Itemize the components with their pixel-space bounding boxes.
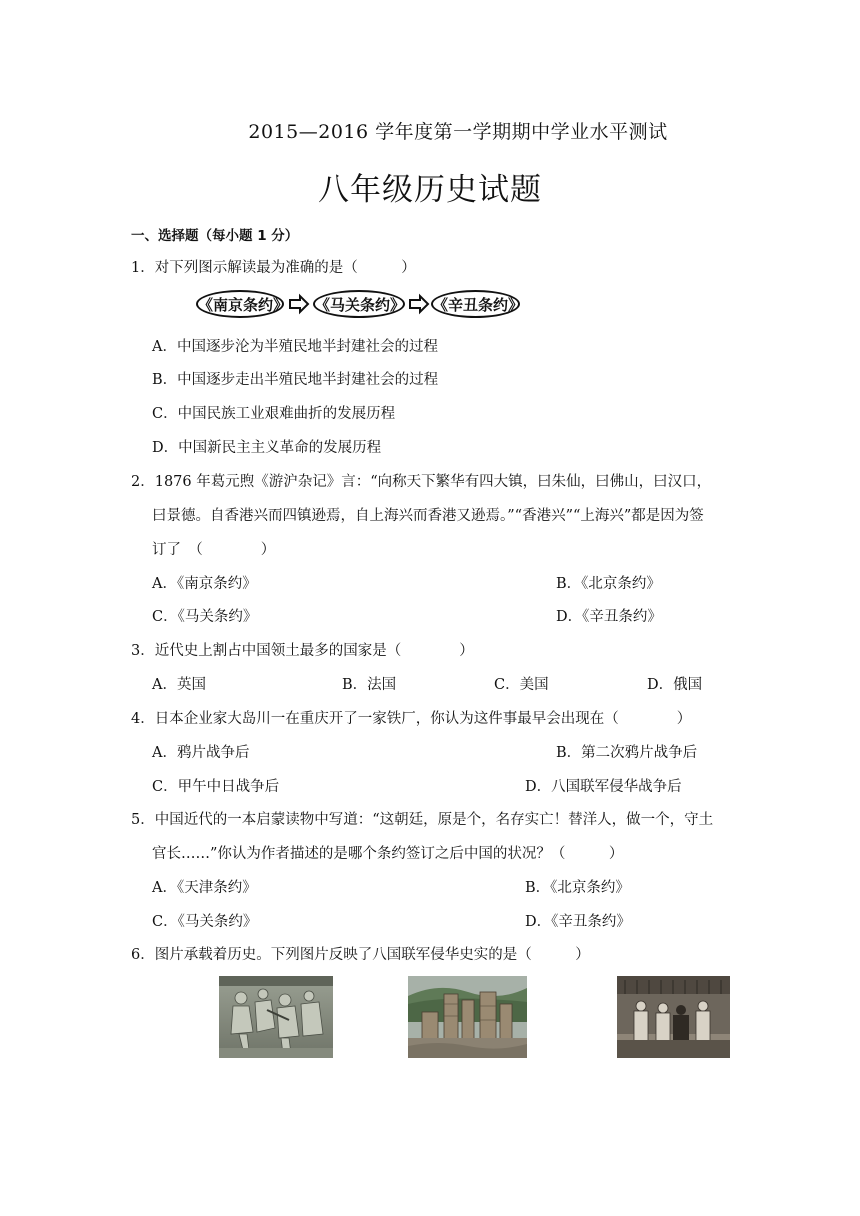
arrow-right-icon bbox=[288, 293, 310, 315]
question-4-option-d: D．八国联军侵华战争后 bbox=[525, 779, 682, 795]
question-3-option-b: B．法国 bbox=[342, 677, 397, 693]
question-3-option-a: A．英国 bbox=[152, 677, 206, 693]
exam-title: 八年级历史试题 bbox=[318, 172, 542, 208]
treaty-xinchou: 《辛丑条约》 bbox=[431, 290, 520, 318]
question-1-option-d: D．中国新民主主义革命的发展历程 bbox=[152, 440, 382, 456]
question-4-stem: 4．日本企业家大岛川一在重庆开了一家铁厂，你认为这件事最早会出现在（ ） bbox=[131, 711, 692, 727]
question-5-option-a: A．《天津条约》 bbox=[152, 880, 257, 896]
question-4-option-c: C．甲午中日战争后 bbox=[152, 779, 280, 795]
photo-ruins bbox=[408, 976, 527, 1058]
question-3-option-c: C．美国 bbox=[494, 677, 549, 693]
question-1-option-b: B．中国逐步走出半殖民地半封建社会的过程 bbox=[152, 372, 439, 388]
question-4-option-b: B．第二次鸦片战争后 bbox=[556, 745, 698, 761]
question-5-stem-line-1: 5．中国近代的一本启蒙读物中写道：“这朝廷，原是个，名存实亡！替洋人，做一个，守土 bbox=[131, 812, 714, 828]
question-6-stem: 6．图片承载着历史。下列图片反映了八国联军侵华史实的是（ ） bbox=[131, 947, 590, 963]
question-4-option-a: A．鸦片战争后 bbox=[152, 745, 250, 761]
photo-relief-sculpture bbox=[219, 976, 333, 1058]
question-2-option-a: A．《南京条约》 bbox=[152, 576, 257, 592]
treaty-nanjing: 《南京条约》 bbox=[196, 290, 284, 318]
question-2-stem-line-1: 2．1876 年葛元煦《游沪杂记》言：“向称天下繁华有四大镇，曰朱仙，曰佛山，曰汉口， bbox=[131, 474, 712, 490]
question-5-stem-line-2: 官长……”你认为作者描述的是哪个条约签订之后中国的状况？（ ） bbox=[152, 846, 624, 862]
section-heading: 一、选择题（每小题 1 分） bbox=[131, 228, 299, 244]
photo-historical-figures bbox=[617, 976, 730, 1058]
question-5-option-b: B．《北京条约》 bbox=[525, 880, 630, 896]
question-1-option-a: A．中国逐步沦为半殖民地半封建社会的过程 bbox=[152, 339, 438, 355]
question-5-option-d: D．《辛丑条约》 bbox=[525, 914, 631, 930]
question-2-stem-line-3: 订了 （ ） bbox=[152, 542, 276, 558]
exam-subtitle: 2015—2016 学年度第一学期期中学业水平测试 bbox=[248, 121, 668, 143]
question-1-option-c: C．中国民族工业艰难曲折的发展历程 bbox=[152, 406, 396, 422]
arrow-right-icon bbox=[408, 293, 430, 315]
question-3-stem: 3．近代史上割占中国领土最多的国家是（ ） bbox=[131, 643, 474, 659]
question-1-stem: 1．对下列图示解读最为准确的是（ ） bbox=[131, 260, 416, 276]
question-2-option-b: B．《北京条约》 bbox=[556, 576, 661, 592]
treaty-maguan: 《马关条约》 bbox=[313, 290, 405, 318]
question-2-stem-line-2: 曰景德。自香港兴而四镇逊焉，自上海兴而香港又逊焉。”“香港兴”“上海兴”都是因为签 bbox=[152, 508, 704, 524]
question-2-option-d: D．《辛丑条约》 bbox=[556, 609, 662, 625]
question-2-option-c: C．《马关条约》 bbox=[152, 609, 258, 625]
question-3-option-d: D．俄国 bbox=[647, 677, 703, 693]
question-5-option-c: C．《马关条约》 bbox=[152, 914, 258, 930]
